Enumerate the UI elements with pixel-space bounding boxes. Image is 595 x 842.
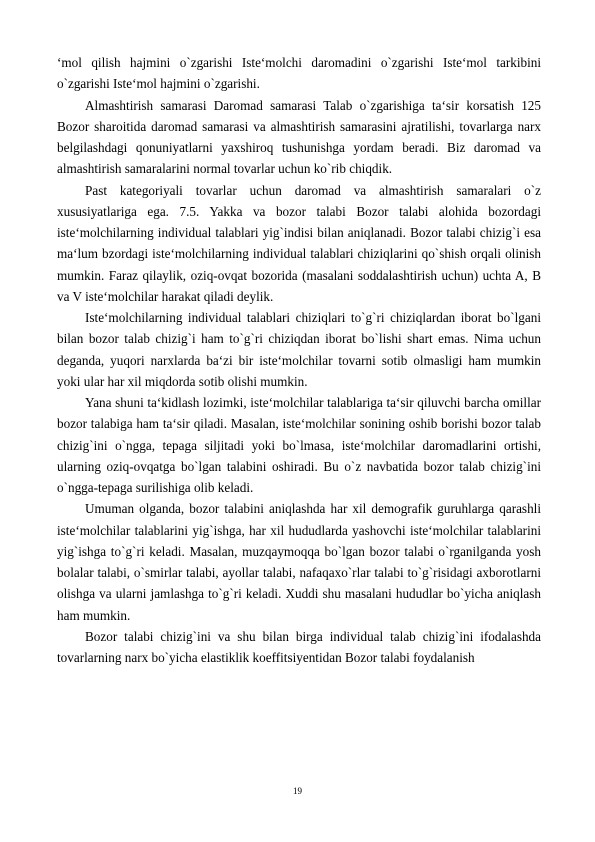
paragraph-individual-demand: Isteʻmolchilarning individual talablari chiziqlari to`g`ri chiziqlardan iborat bo`lgani bilan bozor talab chizig`i ham to`g`ri chiziqdan iborat bo`lishi shart emas. Nima uchun deganda, yuqori narxlarda baʻzi bir isteʻmolchilar tovarni sotib olmasligi ham mumkin yoki ular har xil miqdorda sotib olishi mumkin. bbox=[57, 310, 541, 389]
page-number: 19 bbox=[293, 786, 302, 796]
paragraph-substitution-effect: Almashtirish samarasi Daromad samarasi Talab o`zgarishiga taʻsir korsatish 125 Bozor sharoitida daromad samarasi va almashtirish samarasini ajratilishi, tovarlarga narx belgilashdagi qonuniyatlarni yaxshiroq tushunishga yordam beradi. Biz daromad va almashtirish samaralarini normal tovarlar uchun ko`rib chiqdik. bbox=[57, 97, 541, 177]
paragraph-inferior-goods: Past kategoriyali tovarlar uchun daromad va almashtirish samaralari o`z xususiyatlariga ega. 7.5. Yakka va bozor talabi Bozor talabi alohida bozordagi isteʻmolchilarning individual talablari yig`indisi bilan aniqlanadi. Bozor talabi chizig`i esa maʻlum bzordagi isteʻmolchilarning individual talablari chiziqlarini qo`shish orqali olinish mumkin. Faraz qilaylik, oziq-ovqat bozorida (masalani soddalashtirish uchun) uchta A, B va V isteʻmolchilar harakat qiladi deylik. bbox=[57, 182, 541, 304]
paragraph-continuation: ʻmol qilish hajmini o`zgarishi Isteʻmolchi daromadini o`zgarishi Isteʻmol tarkibini o`zgarishi Isteʻmol hajmini o`zgarishi. bbox=[57, 55, 541, 92]
paragraph-demand-factors: Yana shuni taʻkidlash lozimki, isteʻmolchilar talablariga taʻsir qiluvchi barcha omillar bozor talabiga ham taʻsir qiladi. Masalan, isteʻmolchilar sonining oshib borishi bozor talab chizig`ini o`ngga, tepaga siljitadi yoki bo`lmasa, isteʻmolchilar daromadlarini ortishi, ularning oziq-ovqatga bo`lgan talabini oshiradi. Bu o`z navbatida bozor talab chizig`ini o`ngga-tepaga surilishiga olib keladi. bbox=[57, 395, 541, 495]
paragraph-demographic-groups: Umuman olganda, bozor talabini aniqlashda har xil demografik guruhlarga qarashli isteʻmolchilar talablarini yig`ishga, har xil hududlarda yashovchi isteʻmolchilar talablarini yig`ishga to`g`ri keladi. Masalan, muzqaymoqqa bo`lgan bozor talabi o`rganilganda yosh bolalar talabi, o`smirlar talabi, ayollar talabi, nafaqaxo`rlar talabi to`g`risidagi axborotlarni olishga va ularni jamlashga to`g`ri keladi. Xuddi shu masalani hududlar bo`yicha aniqlash ham mumkin. bbox=[57, 501, 541, 623]
body-text bbox=[57, 52, 541, 668]
paragraph-elasticity: Bozor talabi chizig`ini va shu bilan birga individual talab chizig`ini ifodalashda tovarlarning narx bo`yicha elastiklik koeffitsiyentidan Bozor talabi foydalanish bbox=[57, 628, 541, 665]
